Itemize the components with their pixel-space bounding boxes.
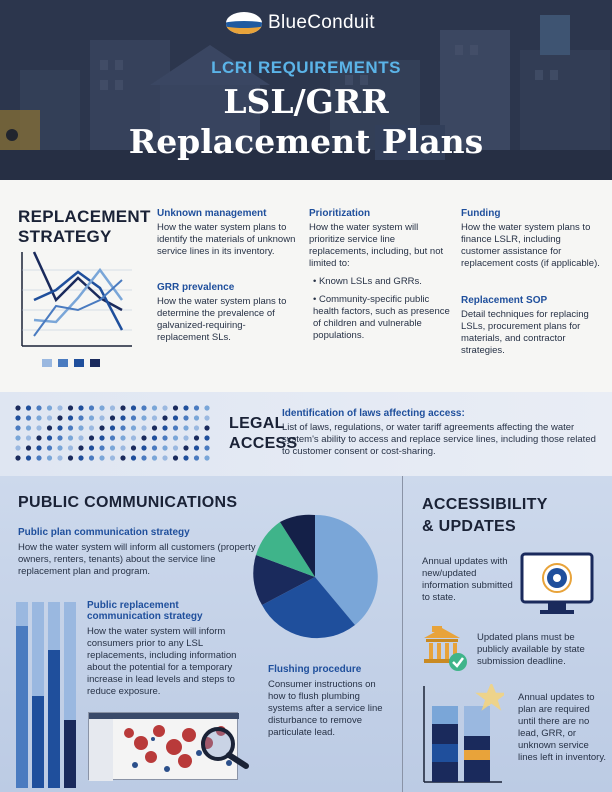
dot	[36, 445, 41, 450]
title-line: ACCESS	[229, 435, 298, 452]
dot	[173, 455, 178, 460]
dot	[57, 415, 62, 420]
dot	[89, 415, 94, 420]
dot	[173, 445, 178, 450]
dot	[68, 445, 73, 450]
dot	[78, 445, 83, 450]
dot	[194, 405, 199, 410]
dot	[141, 415, 146, 420]
dot	[36, 455, 41, 460]
dot	[15, 445, 20, 450]
dot	[131, 455, 136, 460]
dot	[194, 415, 199, 420]
dot	[110, 415, 115, 420]
dot	[204, 415, 209, 420]
dot	[68, 455, 73, 460]
dot	[141, 435, 146, 440]
dot	[47, 435, 52, 440]
dot	[152, 455, 157, 460]
dot	[26, 455, 31, 460]
dot	[68, 435, 73, 440]
title-line: & UPDATES	[422, 518, 516, 535]
dot	[99, 415, 104, 420]
dot	[183, 405, 188, 410]
stacked-bars-star-graphic	[422, 684, 504, 784]
dot	[15, 405, 20, 410]
dot	[78, 435, 83, 440]
column-divider	[402, 476, 403, 792]
dot	[120, 445, 125, 450]
dot	[57, 405, 62, 410]
accessibility-title	[422, 494, 548, 538]
monitor-gear-icon	[516, 552, 598, 616]
government-building-check-icon	[420, 624, 468, 672]
dot	[26, 415, 31, 420]
dot	[47, 455, 52, 460]
line-chart-icon	[20, 250, 135, 370]
title-line: LEGAL	[229, 415, 285, 432]
dot	[26, 405, 31, 410]
dot	[47, 425, 52, 430]
dot	[183, 435, 188, 440]
dot	[173, 405, 178, 410]
dot	[183, 445, 188, 450]
list-item: • Community-specific public health factors, such as presence of children and vulnerable populations.	[313, 294, 450, 341]
dot	[99, 435, 104, 440]
dot	[152, 415, 157, 420]
page-title-line2: Replacement Plans	[128, 122, 484, 161]
lower-section	[0, 476, 612, 792]
dot	[194, 425, 199, 430]
block-heading: Identification of laws affecting access:	[282, 408, 465, 419]
dot	[194, 455, 199, 460]
dot	[36, 415, 41, 420]
dot	[162, 445, 167, 450]
dot	[78, 405, 83, 410]
block-text: How the water system plans to determine the prevalence of galvanized-requiring-replacement SLs.	[157, 296, 287, 343]
prioritization-list	[309, 276, 451, 342]
dot	[99, 425, 104, 430]
dot	[131, 405, 136, 410]
block-text: How the water system will inform all customers (property owners, renters, tenants) about the service line replacement plan and program.	[18, 542, 256, 577]
hero-banner	[0, 0, 612, 180]
brand-name: BlueConduit	[268, 12, 375, 33]
dot	[57, 455, 62, 460]
dot	[36, 405, 41, 410]
dot	[152, 435, 157, 440]
dot	[68, 425, 73, 430]
annual-updates-text: Annual updates with new/updated information submitted to state.	[422, 556, 513, 603]
funding-block	[461, 208, 601, 270]
public-replacement-communication-block	[87, 600, 257, 698]
dot	[120, 455, 125, 460]
annual-updates-required-text: Annual updates to plan are required until there are no lead, GRR, or unknown service lines left in inventory.	[518, 692, 607, 763]
dot	[183, 455, 188, 460]
block-heading: GRR prevalence	[157, 282, 235, 293]
dot	[141, 445, 146, 450]
dot	[26, 425, 31, 430]
block-heading	[87, 600, 257, 622]
dot	[15, 435, 20, 440]
dot	[110, 455, 115, 460]
bar-graphic	[14, 600, 80, 790]
dot	[173, 425, 178, 430]
dot	[57, 445, 62, 450]
block-text: Consumer instructions on how to flush plumbing systems after a service line disturbance to remove particulate lead.	[268, 679, 383, 738]
public-communications-title: PUBLIC COMMUNICATIONS	[18, 494, 238, 511]
dot	[99, 405, 104, 410]
dot	[204, 425, 209, 430]
dot	[204, 445, 209, 450]
dot	[183, 415, 188, 420]
dot	[131, 435, 136, 440]
dot	[120, 405, 125, 410]
dot	[36, 425, 41, 430]
list-item: • Known LSLs and GRRs.	[313, 276, 422, 287]
dot	[204, 405, 209, 410]
dot	[183, 425, 188, 430]
dot	[26, 445, 31, 450]
block-text: Detail techniques for replacing LSLs, procurement plans for materials, and contractor strategies.	[461, 309, 589, 356]
dot	[110, 425, 115, 430]
dot	[68, 405, 73, 410]
dot	[204, 435, 209, 440]
dot	[162, 405, 167, 410]
legal-access-section	[0, 392, 612, 476]
updated-plans-text: Updated plans must be publicly available by state submission deadline.	[477, 632, 585, 667]
dot	[47, 405, 52, 410]
block-heading: Unknown management	[157, 208, 267, 219]
page-kicker: LCRI REQUIREMENTS	[211, 58, 401, 77]
dot	[141, 425, 146, 430]
dot	[47, 415, 52, 420]
dot	[36, 435, 41, 440]
dot	[141, 455, 146, 460]
dot	[47, 445, 52, 450]
dot	[152, 405, 157, 410]
replacement-strategy-section	[0, 180, 612, 392]
block-heading: Prioritization	[309, 208, 371, 219]
dot	[120, 415, 125, 420]
title-line: ACCESSIBILITY	[422, 496, 548, 513]
dot	[89, 455, 94, 460]
dot	[194, 435, 199, 440]
dot	[15, 455, 20, 460]
flushing-procedure-block	[268, 664, 390, 739]
page-title-line1: LSL/GRR	[223, 82, 389, 121]
title-line: REPLACEMENT	[18, 207, 151, 226]
title-line: STRATEGY	[18, 227, 112, 246]
dot	[78, 455, 83, 460]
public-plan-communication-block	[18, 527, 258, 578]
magnifier-icon	[198, 724, 252, 770]
block-text: List of laws, regulations, or water tariff agreements affecting the water system's ability to access and replace service lines, including those related to customer consent or cost-sharing.	[282, 422, 596, 457]
dot	[141, 405, 146, 410]
dot-pattern-graphic	[14, 404, 214, 464]
dot	[89, 435, 94, 440]
dot	[204, 455, 209, 460]
dot	[110, 445, 115, 450]
dot	[152, 425, 157, 430]
dot	[131, 425, 136, 430]
dot	[194, 445, 199, 450]
block-heading: Flushing procedure	[268, 664, 362, 675]
replacement-strategy-title	[18, 207, 151, 247]
dot	[120, 435, 125, 440]
dot	[15, 415, 20, 420]
unknown-management-block	[157, 208, 297, 258]
grr-prevalence-block	[157, 282, 297, 344]
dot	[89, 405, 94, 410]
block-text: How the water system plans to identify the materials of unknown service lines in its inventory.	[157, 222, 296, 257]
dot	[89, 445, 94, 450]
dot	[152, 445, 157, 450]
dot	[57, 425, 62, 430]
dot	[110, 435, 115, 440]
dot	[162, 455, 167, 460]
block-heading: Replacement SOP	[461, 295, 548, 306]
dot	[162, 435, 167, 440]
heading-line: communication strategy	[87, 611, 203, 622]
dot	[131, 445, 136, 450]
dot	[89, 425, 94, 430]
dot	[15, 425, 20, 430]
dot	[162, 425, 167, 430]
replacement-sop-block	[461, 295, 601, 357]
dot	[78, 415, 83, 420]
block-text: How the water system will inform consumers prior to any LSL replacements, including information about the potential for a temporary increase in lead levels and steps to reduce exposure.	[87, 626, 237, 697]
dot	[110, 405, 115, 410]
pie-chart-graphic	[240, 510, 390, 645]
dot	[26, 435, 31, 440]
heading-line: Public replacement	[87, 600, 179, 611]
dot	[173, 435, 178, 440]
prioritization-block	[309, 208, 451, 342]
dot	[99, 445, 104, 450]
block-heading: Funding	[461, 208, 501, 219]
dot	[162, 415, 167, 420]
block-text: How the water system will prioritize service line replacements, including, but not limited to:	[309, 222, 444, 269]
laws-affecting-access-block	[282, 408, 602, 458]
block-text: How the water system plans to finance LSLR, including customer assistance for replacement costs (if applicable).	[461, 222, 600, 269]
dot	[131, 415, 136, 420]
dot	[57, 435, 62, 440]
dot	[78, 425, 83, 430]
block-heading: Public plan communication strategy	[18, 527, 190, 538]
brand-logo	[226, 12, 375, 34]
dot	[99, 455, 104, 460]
logo-icon	[226, 12, 262, 34]
dot	[120, 425, 125, 430]
dot	[68, 415, 73, 420]
dot	[173, 415, 178, 420]
